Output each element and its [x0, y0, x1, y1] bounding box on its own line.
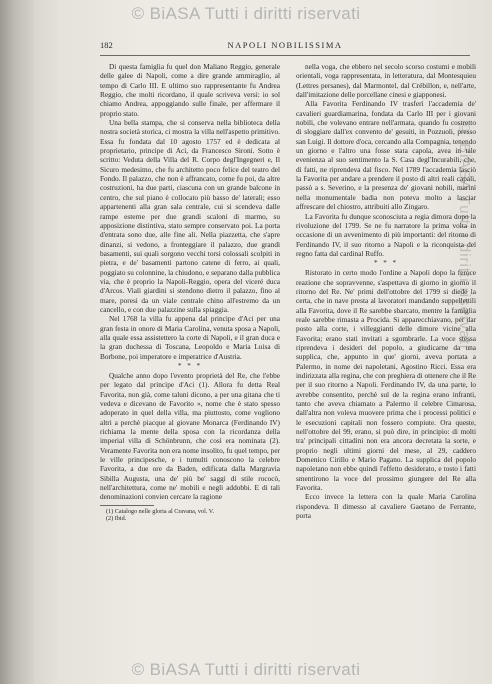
paragraph: Una bella stampa, che si conserva nella biblioteca della nostra società storica, ci mostra la villa nell'aspetto primitivo. Essa fu fondata dal 10 agosto 1757 ed è dedicata al proprietario, principe di Aci, da Francesco Sironi. Sotto è scritto: Veduta della Villa del R. Corpo degl'Ingegneri e, Il Sicuro medesimo, che fu architetto poco felice del teatro del Fondo. Il palazzo, che non è affrancato, come fu poi, da altre costruzioni, ha due parti, ciascuna con un grande balcone in centro, che sul piano è collocato più basso de' laterali; esso appartenenti alla gran sala centrale, cui si scendeva dalle rampe esterne per due grandi scaloni di marmo, su apposizione distintiva, stato sempre conservato poi. La porta d'entrata sono due, alle fine ali. Nella piazzetta, che s'apre dinanzi, si vedono, a fronteggiare il palazzo, due grandi basamenti, sui quali sorgono vecchi torsi colossali scolpiti in pietra, e de' basamenti partono catene di ferro, ai quali, poggiato su colonnine, la chiudono, e separano dalla pubblica via, che è proprio la Napoli-Reggio, opera del viceré duca d'Arcos. Viali giardini si stendono dietro il palazzo, fino al mare, poresi da un viale centrale chino all'estremo da un cancello, e con due palazzine sulla spiaggia. [100, 118, 280, 314]
paragraph: Nel 1768 la villa fu appena dal principe d'Aci per una gran festa in onore di Maria Carolina, venuta sposa a Napoli, alla quale essa assistettero la corte di Napoli, e il gran duca e la gran duchessa di Toscana, Leopoldo e Maria Luisa di Borbone, poi imperatore e imperatrice d'Austria. [100, 314, 280, 361]
watermark-bottom: © BiASA Tutti i diritti riservati [131, 660, 361, 679]
running-title: NAPOLI NOBILISSIMA [227, 40, 343, 50]
paragraph: La Favorita fu dunque sconosciuta a regia dimora dopo la rivoluzione del 1799. Se ne fu narratore la prima volta in occasione di un avvenimento di più importanti: del ritorno di Ferdinando IV, il suo ritorno a Napoli e la riconquista del regno fatta dal cardinal Ruffo. [296, 211, 476, 258]
section-separator: * * * [178, 362, 202, 370]
footnote-rule [100, 505, 154, 506]
book-spine-shadow [0, 0, 34, 684]
watermark-top: © BiASA Tutti i diritti riservati [131, 4, 361, 23]
section-separator: * * * [374, 259, 398, 268]
footnote: (2) Ibid. [106, 515, 127, 523]
left-column [100, 62, 280, 523]
paragraph: Ristorato in certo modo l'ordine a Napoli dopo la feroce reazione che sopravvenne, s'aspettava di giorno in giorno il ritorno del Re. Ne' primi dell'ottobre del 1799 si diede la certa, che in nave presta al lavoratori mandando suppellettili alla Favorita, dove il Re sarebbe sbarcato, mentre la famiglia reale sarebbe rimasta a Procida. Si apparecchiavano, per dar posto alla corte, i villeggianti delle dimore vicine alla Favorita; erano stati invitati a sgombrarle. La voce stessa riprendeva i desideri del popolo, a giudicarne da una supplica, che, appunto in que' giorni, aveva portata a Palermo, in nome dei napoletani, Agostino Ricci. Essa era indirizzata alla regina, che con preghiera di ottenere che il Re per il suo ritorno a Napoli. Ferdinando IV, da una parte, lo avrebbe consentito, perchè sul de la regina erano infranti, tanto che aveva chiamato a Palermo il celebre Cimarosa, dall'altra non voleva muovere prima che i processi politici e le esecuzioni capitali non fossero compiute. Ora queste, nell'ottobre del 99, erano, si può dire, in principio: di molti tra' principali cittadini non era ancora decretata la sorte, e proprio negli ultimi giorni del mese, al 29, caddero Domenico Cirillo e Mario Pagano. La supplica del popolo napoletano non ebbe quindi l'effetto desiderato, e tosto i fatti smentirono la voce del prossimo giungere del Re alla Favorita. [296, 268, 476, 493]
footnote: (1) Catalogo nelle gloria al Cravana, vol. V. [106, 507, 215, 515]
right-column [296, 62, 476, 521]
header-rule [100, 55, 470, 56]
page-number: 182 [100, 40, 113, 50]
watermark-vertical: © BiASA Tutti i diritti riservati [456, 120, 473, 350]
paragraph: nella voga, che ebbero nel secolo scorso costumi e mobili orientali, voga rappresentata, in letteratura, dal Montesquieu (Lettres persanes), dal Marmontel, dal Crébillon, e, nell'arte, dall'imitazione delle porcellane cinesi e giapponesi. [296, 62, 476, 100]
paragraph: Alla Favorita Ferdinando IV trasferì l'accademia de' cavalieri guardiamarina, fondata da Carlo III per i giovani nobili, che volevano entrare nell'armata, quando fu costretto di sloggiare dall'ex convento de' gesuiti, in Pozzuoli, presso san Luigi. Il dottore d'oca, cercando alla Compagnia, tenendo un giorno e l'altro una fosse stata capola, avea in tale evenienza al suo sentimento la S. Casa degl'Incurabili, che, di fatti, ne riprendeva dal fisco. Nel 1789 l'accademia lasciò la Favorita per andare a prendere il posto di altri reali capali, passò a s. Severino, e la presenza de' giovani nobili, marinì nella monumentale badia non poteva molto a lasciar affrescare del chiostro, attribuiti allo Zingaro. [296, 99, 476, 212]
page-header [100, 40, 470, 54]
paragraph: Ecco invece la lettera con la quale Maria Carolina rispondeva. Il dimesso al cavaliere Gaetano de Ferrante, porta [296, 492, 476, 521]
paragraph: Di questa famiglia fu quel don Maliano Reggio, generale delle galee di Napoli, come a dire grande ammiraglio, al tempo di Carlo III. E ultimo suo rappresentante fu Andrea Reggio, che molti ricordano, il quale scriveva versi: io sol chiamo Andrea, appoggiando sulle finale, per affermare il proprio stato. [100, 62, 280, 118]
paragraph: Qualche anno dopo l'evento proprietà del Re, che l'ebbe per legato dal principe d'Aci (1). Allora fu detta Real Favorita, non già, come taluni dicono, a per una gitana che ti vedeva e dicevano de Favorito », nome che è stato spesso adoperato in quel della villa, ma piuttosto, come vogliono altri a perchè piacque al giovane Monarca (Ferdinando IV) richiama la mente della sposa con la ricordanza della imperial villa di Schönbrunn, che così era nominata (2). Veramente Favorita non era nome insolito, fu quel tempo, per le ville principesche, e i tumulti conoscono la celebre Favorita, a due ore da Baden, edificata dalla Margravia Sibilla Augusta, una de' più be' saggi di stile rococò, nell'architettura, come ne' mobili e negli addobbi. E di tali denominazioni convien cercare la ragione [100, 371, 280, 502]
